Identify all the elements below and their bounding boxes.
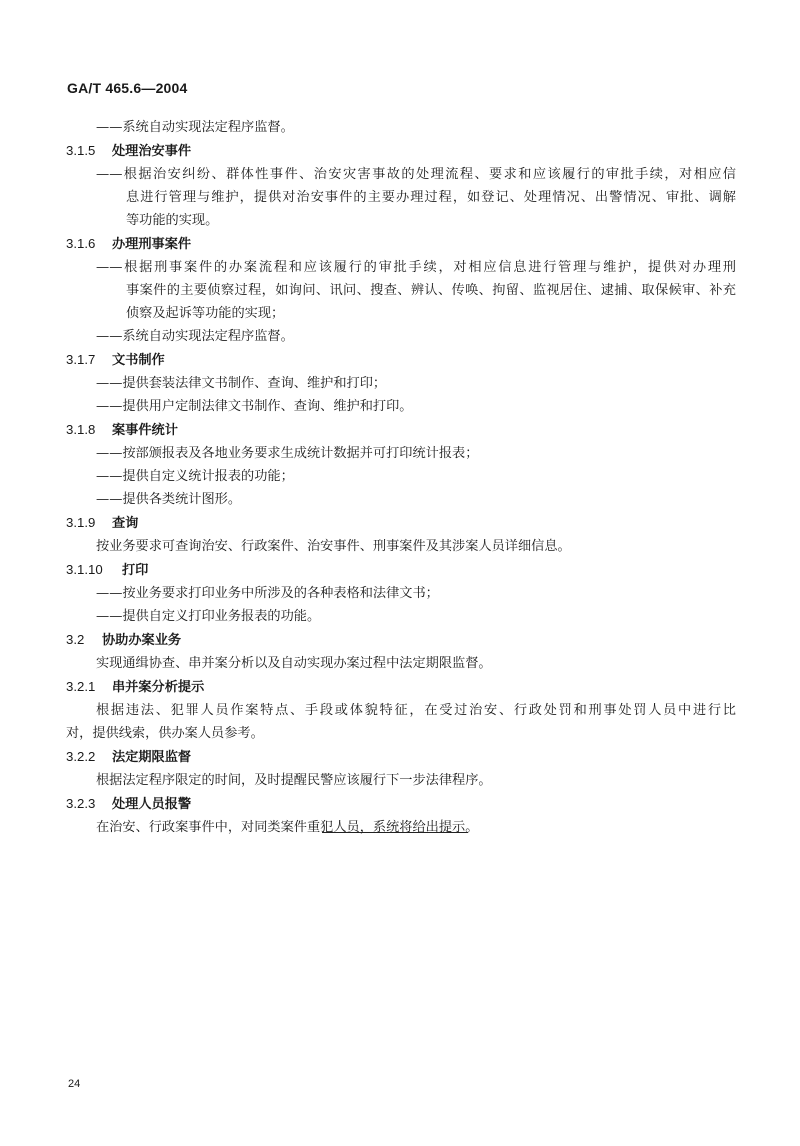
document-code: GA/T 465.6—2004 [67, 80, 188, 96]
section-title: 打印 [122, 563, 149, 578]
list-item-continuation: 息进行管理与维护，提供对治安事件的主要办理过程，如登记、处理情况、出警情况、审批、调解 [126, 190, 736, 205]
section-number: 3.1.6 [66, 236, 96, 251]
list-item-continuation: 侦察及起诉等功能的实现； [126, 306, 285, 321]
section-heading-3-2-1 [66, 675, 736, 699]
paragraph: 根据法定程序限定的时间，及时提醒民警应该履行下一步法律程序。 [96, 773, 492, 788]
section-number: 3.2.1 [66, 679, 96, 694]
section-heading-3-1-8 [66, 418, 736, 442]
section-title: 协助办案业务 [102, 633, 182, 648]
section-number: 3.1.5 [66, 143, 96, 158]
section-title: 法定期限监督 [112, 750, 192, 765]
section-number: 3.1.8 [66, 422, 96, 437]
list-item: ——提供用户定制法律文书制作、查询、维护和打印。 [96, 399, 413, 414]
list-item: ——根据刑事案件的办案流程和应该履行的审批手续，对相应信息进行管理与维护，提供对办理刑 [96, 260, 736, 275]
section-title: 处理治安事件 [112, 144, 192, 159]
list-item: ——按业务要求打印业务中所涉及的各种表格和法律文书； [96, 586, 439, 601]
section-title: 处理人员报警 [112, 797, 192, 812]
paragraph: 根据违法、犯罪人员作案特点、手段或体貌特征，在受过治安、行政处罚和刑事处罚人员中进行比 [96, 703, 736, 718]
list-item: ——提供各类统计图形。 [96, 492, 242, 507]
section-title: 案事件统计 [112, 423, 178, 438]
section-title: 查询 [112, 516, 139, 531]
list-item: ——系统自动实现法定程序监督。 [96, 329, 294, 344]
section-number: 3.1.9 [66, 515, 96, 530]
section-heading-3-1-10 [66, 558, 736, 582]
section-heading-3-1-6 [66, 232, 736, 256]
page-number: 24 [68, 1078, 81, 1090]
list-item-continuation: 等功能的实现。 [126, 213, 219, 228]
paragraph: 在治安、行政案事件中，对同类案件重犯人员，系统将给出提示。 [96, 820, 479, 835]
document-body [66, 116, 736, 839]
list-item: ——提供套装法律文书制作、查询、维护和打印； [96, 376, 387, 391]
paragraph: 实现通缉协查、串并案分析以及自动实现办案过程中法定期限监督。 [96, 656, 492, 671]
end-of-document-rule [322, 832, 468, 833]
list-item: ——根据治安纠纷、群体性事件、治安灾害事故的处理流程、要求和应该履行的审批手续，对相应信 [96, 167, 736, 182]
paragraph-continuation: 对，提供线索，供办案人员参考。 [66, 726, 264, 741]
section-number: 3.2.3 [66, 796, 96, 811]
paragraph: 按业务要求可查询治安、行政案件、治安事件、刑事案件及其涉案人员详细信息。 [96, 539, 571, 554]
list-item: ——系统自动实现法定程序监督。 [96, 120, 294, 135]
section-heading-3-2 [66, 628, 736, 652]
section-title: 串并案分析提示 [112, 680, 205, 695]
section-number: 3.2 [66, 632, 85, 647]
list-item-continuation: 事案件的主要侦察过程，如询问、讯问、搜查、辨认、传唤、拘留、监视居住、逮捕、取保候审、补充 [126, 283, 736, 298]
list-item: ——按部颁报表及各地业务要求生成统计数据并可打印统计报表； [96, 446, 479, 461]
section-heading-3-1-9 [66, 511, 736, 535]
section-number: 3.1.10 [66, 562, 103, 577]
section-heading-3-2-3 [66, 792, 736, 816]
section-title: 办理刑事案件 [112, 237, 192, 252]
list-item: ——提供自定义统计报表的功能； [96, 469, 294, 484]
section-heading-3-1-5 [66, 139, 736, 163]
section-heading-3-1-7 [66, 348, 736, 372]
section-number: 3.1.7 [66, 352, 96, 367]
section-number: 3.2.2 [66, 749, 96, 764]
section-heading-3-2-2 [66, 745, 736, 769]
section-title: 文书制作 [112, 353, 165, 368]
list-item: ——提供自定义打印业务报表的功能。 [96, 609, 321, 624]
